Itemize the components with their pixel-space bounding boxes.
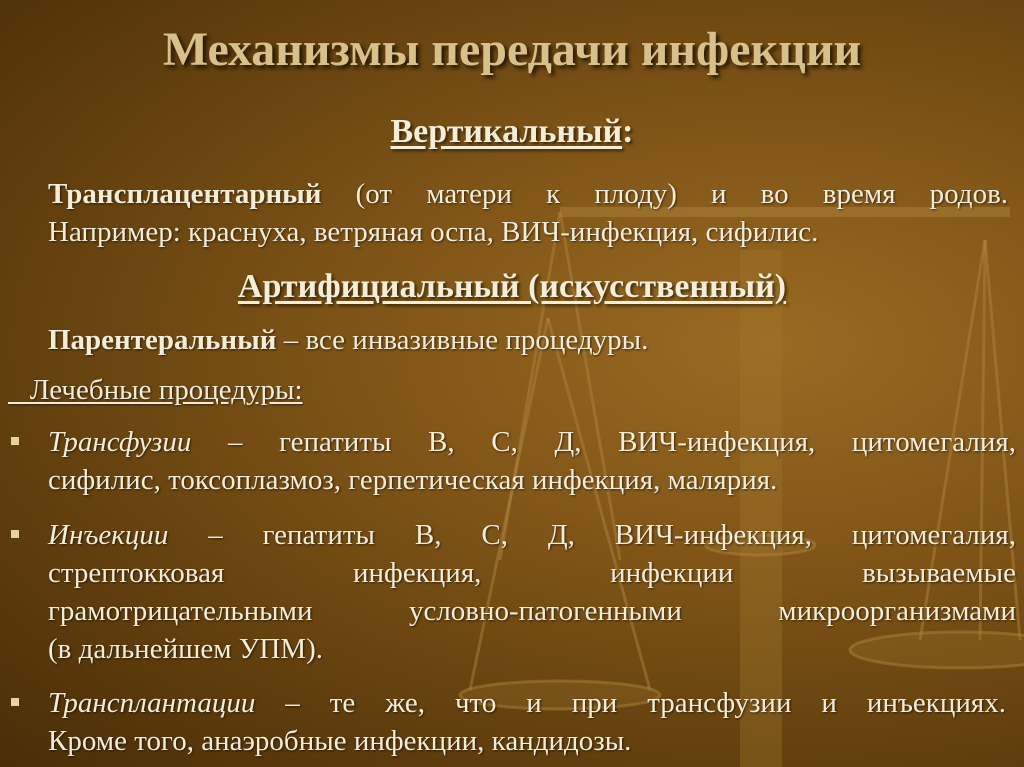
list-item xyxy=(48,685,1006,721)
vertical-line-2: Например: краснуха, ветряная оспа, ВИЧ-инфекция, сифилис. xyxy=(48,216,819,248)
item-description: – гепатиты В, С, Д, ВИЧ-инфекция, цитомегалия, xyxy=(191,426,1016,458)
item-continuation: стрептокковая инфекция, инфекции вызываемые xyxy=(48,557,1016,589)
item-term: Трансфузии xyxy=(48,426,192,458)
artificial-heading xyxy=(0,268,1024,306)
list-item xyxy=(48,424,1016,460)
square-bullet-icon xyxy=(11,698,19,706)
page-title: Механизмы передачи инфекции xyxy=(162,23,862,76)
item-continuation: Кроме того, анаэробные инфекции, кандидозы. xyxy=(48,725,632,757)
item-term: Трансплантации xyxy=(48,687,256,719)
item-description: – те же, что и при трансфузии и инъекциях. xyxy=(255,687,1006,719)
parenteral-line xyxy=(48,322,648,358)
item-continuation: сифилис, токсоплазмоз, герпетическая инфекция, малярия. xyxy=(48,464,778,496)
vertical-heading-colon: : xyxy=(622,113,634,150)
vertical-heading xyxy=(0,113,1024,151)
list-item xyxy=(48,517,1016,553)
transplacental-term: Трансплацентарный xyxy=(48,178,322,210)
vertical-line-1 xyxy=(48,176,1008,212)
transplacental-description: (от матери к плоду) и во время родов. xyxy=(355,178,1009,210)
item-description: – гепатиты В, С, Д, ВИЧ-инфекция, цитомегалия, xyxy=(168,519,1016,551)
vertical-heading-text: Вертикальный xyxy=(390,113,623,150)
square-bullet-icon xyxy=(11,530,19,538)
square-bullet-icon xyxy=(11,437,19,445)
procedures-label: Лечебные процедуры: xyxy=(8,374,303,406)
item-term: Инъекции xyxy=(48,519,169,551)
item-continuation: (в дальнейшем УПМ). xyxy=(48,633,324,665)
parenteral-term: Парентеральный xyxy=(48,324,277,356)
item-continuation: грамотрицательными условно-патогенными микроорганизмами xyxy=(48,595,1016,627)
parenteral-description: – все инвазивные процедуры. xyxy=(276,324,649,356)
artificial-heading-text: Артифициальный (искусственный) xyxy=(237,268,787,305)
